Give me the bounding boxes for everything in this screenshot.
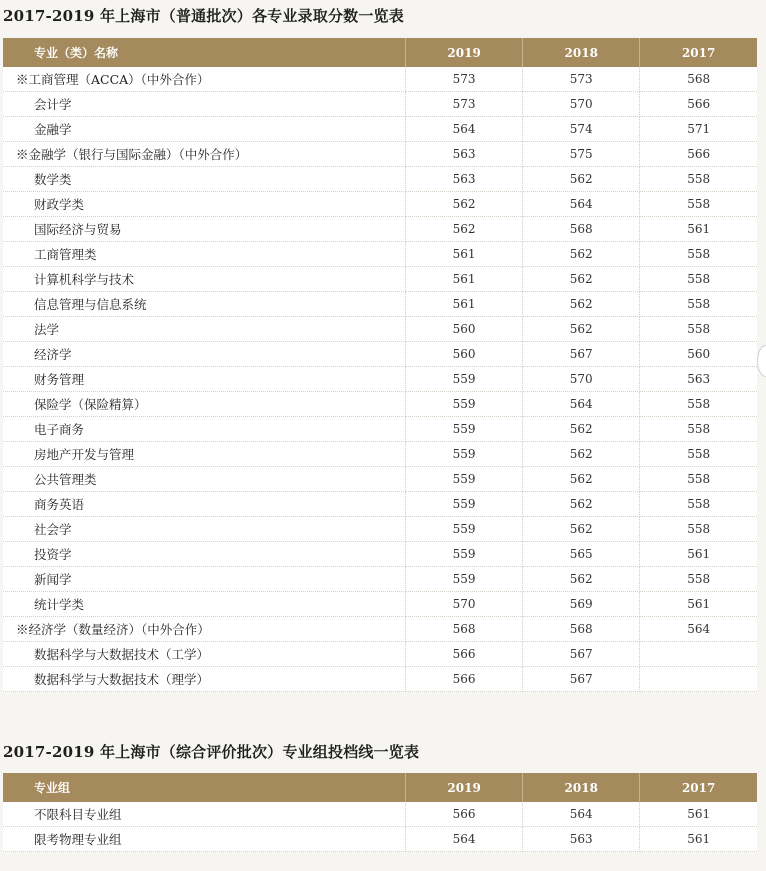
score-2018-cell: 562: [523, 242, 640, 267]
score-2017-cell: 563: [640, 367, 757, 392]
table-row: [3, 392, 757, 417]
table-row: [3, 802, 757, 827]
score-2017-cell: 558: [640, 567, 757, 592]
column-header-2018: 2018: [523, 773, 640, 802]
score-2018-cell: 562: [523, 492, 640, 517]
score-2019-cell: 560: [406, 342, 523, 367]
table-header-row: [3, 773, 757, 802]
score-2017-cell: 558: [640, 467, 757, 492]
name-cell: 不限科目专业组: [3, 802, 406, 827]
score-2017-cell: 558: [640, 192, 757, 217]
name-cell: 社会学: [3, 517, 406, 542]
score-2017-cell: 561: [640, 542, 757, 567]
score-2018-cell: 562: [523, 292, 640, 317]
table-row: [3, 267, 757, 292]
name-cell: 工商管理类: [3, 242, 406, 267]
score-2018-cell: 562: [523, 517, 640, 542]
table1-title: 2017-2019 年上海市（普通批次）各专业录取分数一览表: [3, 7, 404, 25]
score-2017-cell: 558: [640, 492, 757, 517]
score-2017-cell: 558: [640, 392, 757, 417]
score-2018-cell: 573: [523, 67, 640, 92]
score-2018-cell: 567: [523, 642, 640, 667]
table-row: [3, 117, 757, 142]
score-2019-cell: 559: [406, 367, 523, 392]
table-row: [3, 517, 757, 542]
score-2018-cell: 562: [523, 467, 640, 492]
score-2018-cell: 565: [523, 542, 640, 567]
score-2019-cell: 561: [406, 242, 523, 267]
column-header-2019: 2019: [406, 773, 523, 802]
score-2018-cell: 568: [523, 217, 640, 242]
score-2019-cell: 559: [406, 492, 523, 517]
score-2017-cell: 566: [640, 142, 757, 167]
score-2018-cell: 570: [523, 367, 640, 392]
name-cell: 投资学: [3, 542, 406, 567]
score-2018-cell: 562: [523, 567, 640, 592]
score-2019-cell: 561: [406, 292, 523, 317]
name-cell: ※经济学（数量经济）（中外合作）: [3, 617, 406, 642]
table-row: [3, 192, 757, 217]
score-2018-cell: 567: [523, 342, 640, 367]
name-cell: 公共管理类: [3, 467, 406, 492]
table-row: [3, 292, 757, 317]
score-2019-cell: 559: [406, 442, 523, 467]
score-2019-cell: 568: [406, 617, 523, 642]
name-cell: 数据科学与大数据技术（理学）: [3, 667, 406, 692]
score-2018-cell: 562: [523, 317, 640, 342]
score-2019-cell: 566: [406, 667, 523, 692]
score-2017-cell: 561: [640, 802, 757, 827]
column-header-group: 专业组: [3, 773, 406, 802]
table-row: [3, 167, 757, 192]
score-2019-cell: 570: [406, 592, 523, 617]
score-2019-cell: 573: [406, 92, 523, 117]
side-scroll-handle[interactable]: [757, 345, 766, 377]
table-row: [3, 642, 757, 667]
score-2017-cell: 566: [640, 92, 757, 117]
name-cell: 商务英语: [3, 492, 406, 517]
name-cell: 法学: [3, 317, 406, 342]
name-cell: 统计学类: [3, 592, 406, 617]
score-2017-cell: 558: [640, 292, 757, 317]
name-cell: 数据科学与大数据技术（工学）: [3, 642, 406, 667]
score-2017-cell: 571: [640, 117, 757, 142]
score-2018-cell: 563: [523, 827, 640, 852]
score-2019-cell: 564: [406, 117, 523, 142]
table-row: [3, 542, 757, 567]
score-2017-cell: 561: [640, 592, 757, 617]
score-2019-cell: 564: [406, 827, 523, 852]
name-cell: 限考物理专业组: [3, 827, 406, 852]
column-header-major: 专业（类）名称: [3, 38, 406, 67]
column-header-2017: 2017: [640, 773, 757, 802]
score-2017-cell: 560: [640, 342, 757, 367]
score-2019-cell: 563: [406, 167, 523, 192]
table-row: [3, 92, 757, 117]
score-2017-cell: 558: [640, 517, 757, 542]
table-row: [3, 217, 757, 242]
admission-cutoff-table: [3, 773, 757, 852]
score-2017-cell: [640, 667, 757, 692]
score-2017-cell: 564: [640, 617, 757, 642]
column-header-2018: 2018: [523, 38, 640, 67]
table-row: [3, 142, 757, 167]
score-2017-cell: 561: [640, 827, 757, 852]
score-2019-cell: 559: [406, 567, 523, 592]
score-2017-cell: 561: [640, 217, 757, 242]
score-2017-cell: 558: [640, 267, 757, 292]
name-cell: 电子商务: [3, 417, 406, 442]
name-cell: 房地产开发与管理: [3, 442, 406, 467]
name-cell: ※工商管理（ACCA）（中外合作）: [3, 67, 406, 92]
score-2019-cell: 563: [406, 142, 523, 167]
table-row: [3, 67, 757, 92]
score-2019-cell: 559: [406, 517, 523, 542]
name-cell: 财务管理: [3, 367, 406, 392]
table-row: [3, 592, 757, 617]
table-row: [3, 342, 757, 367]
score-2018-cell: 562: [523, 267, 640, 292]
score-2019-cell: 562: [406, 217, 523, 242]
table-row: [3, 467, 757, 492]
score-2018-cell: 564: [523, 392, 640, 417]
score-2019-cell: 561: [406, 267, 523, 292]
score-2019-cell: 559: [406, 392, 523, 417]
score-2018-cell: 564: [523, 802, 640, 827]
table-row: [3, 667, 757, 692]
name-cell: 信息管理与信息系统: [3, 292, 406, 317]
name-cell: 财政学类: [3, 192, 406, 217]
score-2018-cell: 575: [523, 142, 640, 167]
score-2019-cell: 560: [406, 317, 523, 342]
score-2018-cell: 569: [523, 592, 640, 617]
table-row: [3, 442, 757, 467]
name-cell: 保险学（保险精算）: [3, 392, 406, 417]
table-row: [3, 317, 757, 342]
score-2018-cell: 570: [523, 92, 640, 117]
column-header-2019: 2019: [406, 38, 523, 67]
score-2019-cell: 559: [406, 542, 523, 567]
table-header-row: [3, 38, 757, 67]
score-2019-cell: 566: [406, 802, 523, 827]
score-2018-cell: 574: [523, 117, 640, 142]
score-2017-cell: 558: [640, 317, 757, 342]
score-2019-cell: 559: [406, 417, 523, 442]
table-row: [3, 567, 757, 592]
name-cell: 数学类: [3, 167, 406, 192]
score-2018-cell: 564: [523, 192, 640, 217]
score-2017-cell: 558: [640, 242, 757, 267]
table-row: [3, 367, 757, 392]
table-row: [3, 617, 757, 642]
score-2018-cell: 562: [523, 442, 640, 467]
name-cell: 经济学: [3, 342, 406, 367]
score-2019-cell: 559: [406, 467, 523, 492]
score-2017-cell: 558: [640, 442, 757, 467]
score-2019-cell: 566: [406, 642, 523, 667]
score-2018-cell: 567: [523, 667, 640, 692]
name-cell: 会计学: [3, 92, 406, 117]
score-2017-cell: 558: [640, 167, 757, 192]
name-cell: 计算机科学与技术: [3, 267, 406, 292]
name-cell: ※金融学（银行与国际金融）（中外合作）: [3, 142, 406, 167]
name-cell: 新闻学: [3, 567, 406, 592]
column-header-2017: 2017: [640, 38, 757, 67]
score-2017-cell: 568: [640, 67, 757, 92]
score-2018-cell: 568: [523, 617, 640, 642]
score-2018-cell: 562: [523, 417, 640, 442]
table-row: [3, 242, 757, 267]
score-2017-cell: 558: [640, 417, 757, 442]
table-row: [3, 827, 757, 852]
table2-title: 2017-2019 年上海市（综合评价批次）专业组投档线一览表: [3, 743, 420, 761]
table-row: [3, 417, 757, 442]
score-2018-cell: 562: [523, 167, 640, 192]
admission-scores-table: [3, 38, 757, 692]
name-cell: 国际经济与贸易: [3, 217, 406, 242]
score-2019-cell: 562: [406, 192, 523, 217]
table-row: [3, 492, 757, 517]
score-2019-cell: 573: [406, 67, 523, 92]
name-cell: 金融学: [3, 117, 406, 142]
score-2017-cell: [640, 642, 757, 667]
